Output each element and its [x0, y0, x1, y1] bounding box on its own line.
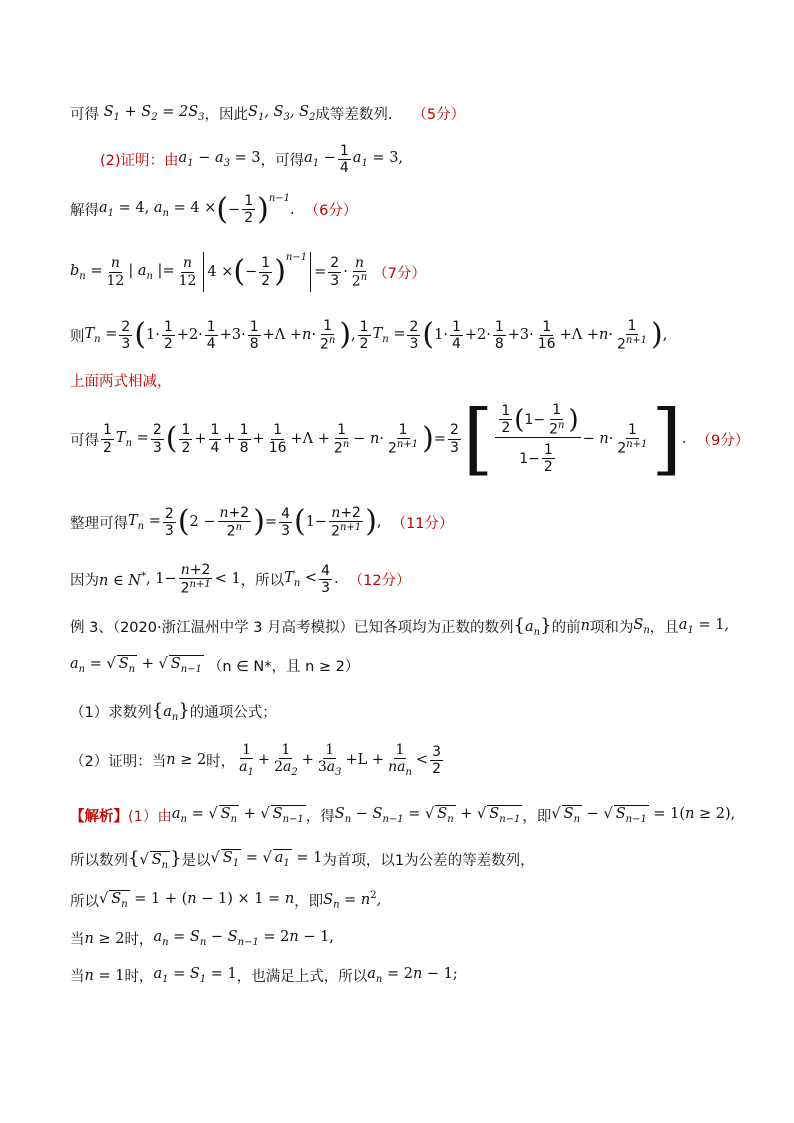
text: (2)证明：由: [100, 153, 179, 170]
math: +Λ +n·: [559, 327, 613, 344]
fraction: $\frac{1}{8}$: [249, 318, 259, 352]
math: $a_1$ −: [304, 150, 336, 170]
fraction: $\frac{2}{3}$: [121, 318, 131, 352]
math: .: [333, 571, 339, 588]
math: , 1−: [145, 571, 177, 588]
text: 所以数列: [70, 852, 128, 869]
math: .: [681, 431, 687, 447]
fraction: $\frac{3}{2}$: [432, 743, 441, 777]
solution-3: [70, 890, 381, 911]
math: $a_1 = S_1 = 1$: [153, 966, 237, 985]
fraction: $\frac{1}{16}$: [537, 318, 556, 352]
line-8: [70, 505, 453, 540]
fraction: $\frac{1}{2}$: [244, 193, 254, 227]
text: ，即: [522, 809, 552, 825]
math: $b_n$ =: [70, 262, 103, 282]
bracket: ]: [651, 394, 682, 484]
solution-4: [70, 928, 334, 949]
line-2: [100, 143, 403, 176]
fraction: $\frac{1}{4}$: [451, 318, 461, 352]
line-1: [70, 103, 465, 124]
text: ，得: [305, 809, 335, 825]
math: $a_1 - a_3 = 3$: [178, 150, 261, 170]
text: 所以: [70, 894, 99, 910]
text: 项和为: [589, 619, 634, 636]
fraction: $\frac{1}{2}$ ( 1− $\frac{1}{2^n}$ ) 1− $\frac{1}{2}$: [495, 402, 580, 475]
line-3: [70, 193, 357, 226]
abs-bar: [310, 252, 311, 292]
math: ,: [351, 327, 356, 344]
paren: (: [165, 421, 178, 456]
text: （2）证明：当: [70, 753, 167, 770]
exponent: n−1: [268, 193, 291, 204]
math: +3·: [507, 327, 534, 344]
math: =: [314, 264, 327, 280]
math: +: [194, 431, 207, 447]
fraction: $\frac{1}{2}$: [261, 255, 271, 289]
math: $a_n$ = √ $S_n$ + √ $S_{n-1}$: [171, 806, 304, 825]
example-3-heading: [70, 615, 729, 638]
math: +: [223, 431, 236, 447]
math: $T_n$ <: [284, 569, 318, 589]
math: n: [580, 618, 590, 635]
score: （12分）: [348, 572, 411, 589]
paren: ): [651, 317, 663, 353]
paren: ): [339, 317, 352, 353]
math: √ $S_1$ = √ $a_1 = 1$: [210, 850, 323, 869]
math: $a_n = 2n - 1$;: [367, 966, 458, 985]
paren: (: [177, 504, 190, 540]
question-2: [70, 742, 445, 778]
text: 可得: [70, 107, 99, 123]
math: +L +: [345, 752, 385, 769]
fraction: $\frac{1}{2}$: [359, 318, 369, 352]
math: $\{a_n\}$: [151, 700, 190, 723]
math: √ $S_n = 1 + (n - 1) \times 1 = n$: [99, 891, 295, 910]
math: √ $S_n$ − √ $S_{n-1} = 1(n \ge 2)$,: [551, 806, 736, 825]
math: =: [433, 431, 446, 447]
math: $T_n$ =: [115, 429, 149, 449]
exponent: n−1: [285, 252, 308, 263]
score: （5分）: [412, 107, 466, 123]
math: +2·: [176, 327, 203, 344]
text: （1）求数列: [70, 704, 152, 721]
fraction: $\frac{1}{2a_2}$: [274, 742, 298, 778]
text: 的通项公式；: [189, 704, 277, 721]
score: （7分）: [373, 265, 426, 282]
fraction: $\frac{4}{3}$: [281, 505, 290, 539]
math: +Λ +n·: [262, 327, 316, 344]
math: $T_n$ =: [84, 325, 118, 345]
bracket: [: [462, 394, 494, 484]
fraction: $\frac{2}{3}$: [330, 255, 340, 289]
text: 时，: [206, 753, 236, 770]
solution-2: [70, 848, 535, 871]
paren: ): [257, 191, 269, 227]
math: n ∈ N*: [99, 570, 146, 589]
fraction: $\frac{1}{2^n}$: [319, 318, 336, 353]
math: 2 −: [189, 514, 216, 531]
fraction: $\frac{2}{3}$: [152, 422, 162, 456]
fraction: $\frac{n+2}{2^{n+1}}$: [180, 562, 211, 597]
math: $T_n$ =: [372, 325, 406, 345]
fraction: $\frac{1}{2^{n+1}}$: [388, 421, 419, 457]
fraction: $\frac{n+2}{2^n}$: [219, 505, 250, 540]
line-5: [70, 318, 667, 353]
math: < 1: [214, 571, 241, 588]
math: −: [245, 264, 258, 280]
fraction: $\frac{1}{4}$: [210, 422, 220, 456]
text: 则: [70, 328, 85, 345]
math: | $a_n$ |=: [128, 262, 175, 282]
fraction: $\frac{1}{16}$: [268, 422, 287, 456]
math: $S_1$, $S_3$, $S_2$: [248, 104, 316, 123]
math: <: [415, 752, 429, 769]
fraction: $\frac{1}{2^{n+1}}$: [616, 318, 648, 353]
text: ，可得: [260, 153, 305, 170]
fraction: $\frac{1}{2^n}$: [333, 421, 350, 457]
line-4: [70, 252, 426, 292]
math: 4 ×: [207, 264, 234, 280]
paren: (: [216, 191, 229, 227]
fraction: $\frac{1}{2}$: [163, 318, 173, 352]
paren: ): [274, 254, 286, 289]
math: n ≥ 2: [84, 930, 125, 947]
question-1: [70, 700, 277, 723]
text: 可得: [70, 432, 99, 449]
math: $a_n = S_n - S_{n-1} = 2n - 1$,: [153, 929, 334, 948]
fraction: $\frac{n}{12}$: [178, 255, 197, 289]
math: −: [228, 201, 241, 218]
text: 为首项，以1为公差的等差数列，: [322, 852, 535, 869]
math: $a_n$ = √ $S_n$ + √ $S_{n-1}$: [70, 656, 202, 675]
paren: (: [293, 504, 306, 540]
math: $a_1 = 3$,: [352, 150, 404, 170]
text: (1）由: [128, 809, 172, 825]
math: $a_1 = 4$, $a_n = 4$ ×: [99, 200, 217, 220]
text: 时，: [124, 932, 154, 948]
math: $S_n = n^2$,: [323, 890, 382, 911]
fraction: $\frac{1}{2^{n+1}}$: [617, 421, 648, 457]
math: $a_1 = 1$,: [678, 617, 730, 636]
line-7: [70, 394, 750, 484]
fraction: $\frac{1}{na_n}$: [388, 742, 412, 778]
math: $S_n$: [633, 617, 650, 636]
fraction: $\frac{1}{4}$: [339, 143, 349, 177]
fraction: $\frac{1}{a_1}$: [239, 742, 254, 778]
solution-1: [70, 805, 735, 826]
fraction: $\frac{n+2}{2^{n+1}}$: [331, 505, 362, 540]
math: =: [264, 514, 278, 531]
text: （n ∈ N*，且 n ≥ 2）: [207, 659, 360, 675]
math: +Λ +: [290, 431, 330, 447]
paren: ): [422, 421, 434, 456]
math: +: [252, 431, 265, 447]
math: +: [257, 752, 271, 769]
math: − n·: [582, 431, 614, 447]
math: n = 1: [84, 967, 125, 984]
fraction: $\frac{1}{2}$: [103, 422, 112, 456]
math: 1−: [305, 514, 328, 531]
score: （6分）: [304, 203, 358, 220]
score: （11分）: [391, 515, 454, 532]
fraction: $\frac{1}{2}$: [181, 422, 191, 456]
text: 是以: [181, 852, 211, 869]
text: 时，: [124, 969, 154, 985]
text: 解得: [70, 203, 99, 220]
score: （9分）: [696, 432, 750, 449]
math: $\{a_n\}$: [513, 615, 552, 638]
text: ，也满足上式，所以: [236, 969, 368, 985]
fraction: $\frac{n}{12}$: [106, 255, 125, 289]
math: $T_n$ =: [128, 512, 161, 532]
fraction: $\frac{2}{3}$: [449, 422, 459, 456]
math: − n·: [353, 431, 384, 447]
math: ,: [376, 514, 382, 531]
text: ，因此: [204, 107, 249, 123]
text: 整理可得: [70, 515, 128, 532]
math: $S_1 + S_2 = 2S_3$: [99, 104, 205, 123]
math: +3·: [219, 327, 246, 344]
fraction: $\frac{1}{8}$: [494, 318, 504, 352]
math: {√ $S_n$ }: [128, 848, 182, 871]
paren: ): [253, 504, 265, 540]
line-6: [70, 370, 172, 391]
fraction: $\frac{1}{3a_3}$: [317, 742, 342, 778]
text: 当: [70, 969, 85, 985]
text: ，即: [294, 894, 324, 910]
text: ，所以: [240, 572, 285, 589]
fraction: $\frac{4}{3}$: [321, 562, 330, 596]
text: 的前: [551, 619, 581, 636]
fraction: $\frac{2}{3}$: [164, 505, 174, 539]
solution-5: [70, 965, 458, 986]
math: +: [301, 752, 314, 769]
fraction: $\frac{1}{4}$: [206, 318, 216, 352]
text: 成等差数列．: [315, 107, 403, 123]
paren: ): [365, 504, 377, 540]
fraction: $\frac{2}{3}$: [409, 318, 419, 352]
math: 1·: [146, 327, 160, 344]
text: 因为: [70, 572, 99, 589]
paren: (: [233, 254, 246, 289]
text: 例 3、（2020·浙江温州中学 3 月高考模拟）已知各项均为正数的数列: [70, 619, 514, 636]
math: .: [290, 201, 295, 218]
math: 1·: [434, 327, 448, 344]
math: ·: [343, 264, 348, 280]
paren: (: [134, 317, 147, 353]
fraction: $\frac{1}{8}$: [239, 422, 249, 456]
math: n ≥ 2: [166, 752, 207, 769]
text: ，且: [649, 619, 679, 636]
solution-tag: 【解析】: [70, 809, 128, 825]
text: 上面两式相减，: [70, 374, 172, 390]
fraction: $\frac{n}{2^n}$: [351, 254, 368, 290]
math: +2·: [464, 327, 491, 344]
math: ,: [662, 327, 668, 344]
abs-bar: [203, 252, 204, 292]
math: $S_n - S_{n-1}$ = √ $S_n$ + √ $S_{n-1}$: [334, 806, 521, 825]
example-3-formula: [70, 655, 359, 676]
paren: (: [422, 317, 435, 353]
line-9: [70, 562, 411, 597]
text: 当: [70, 932, 85, 948]
